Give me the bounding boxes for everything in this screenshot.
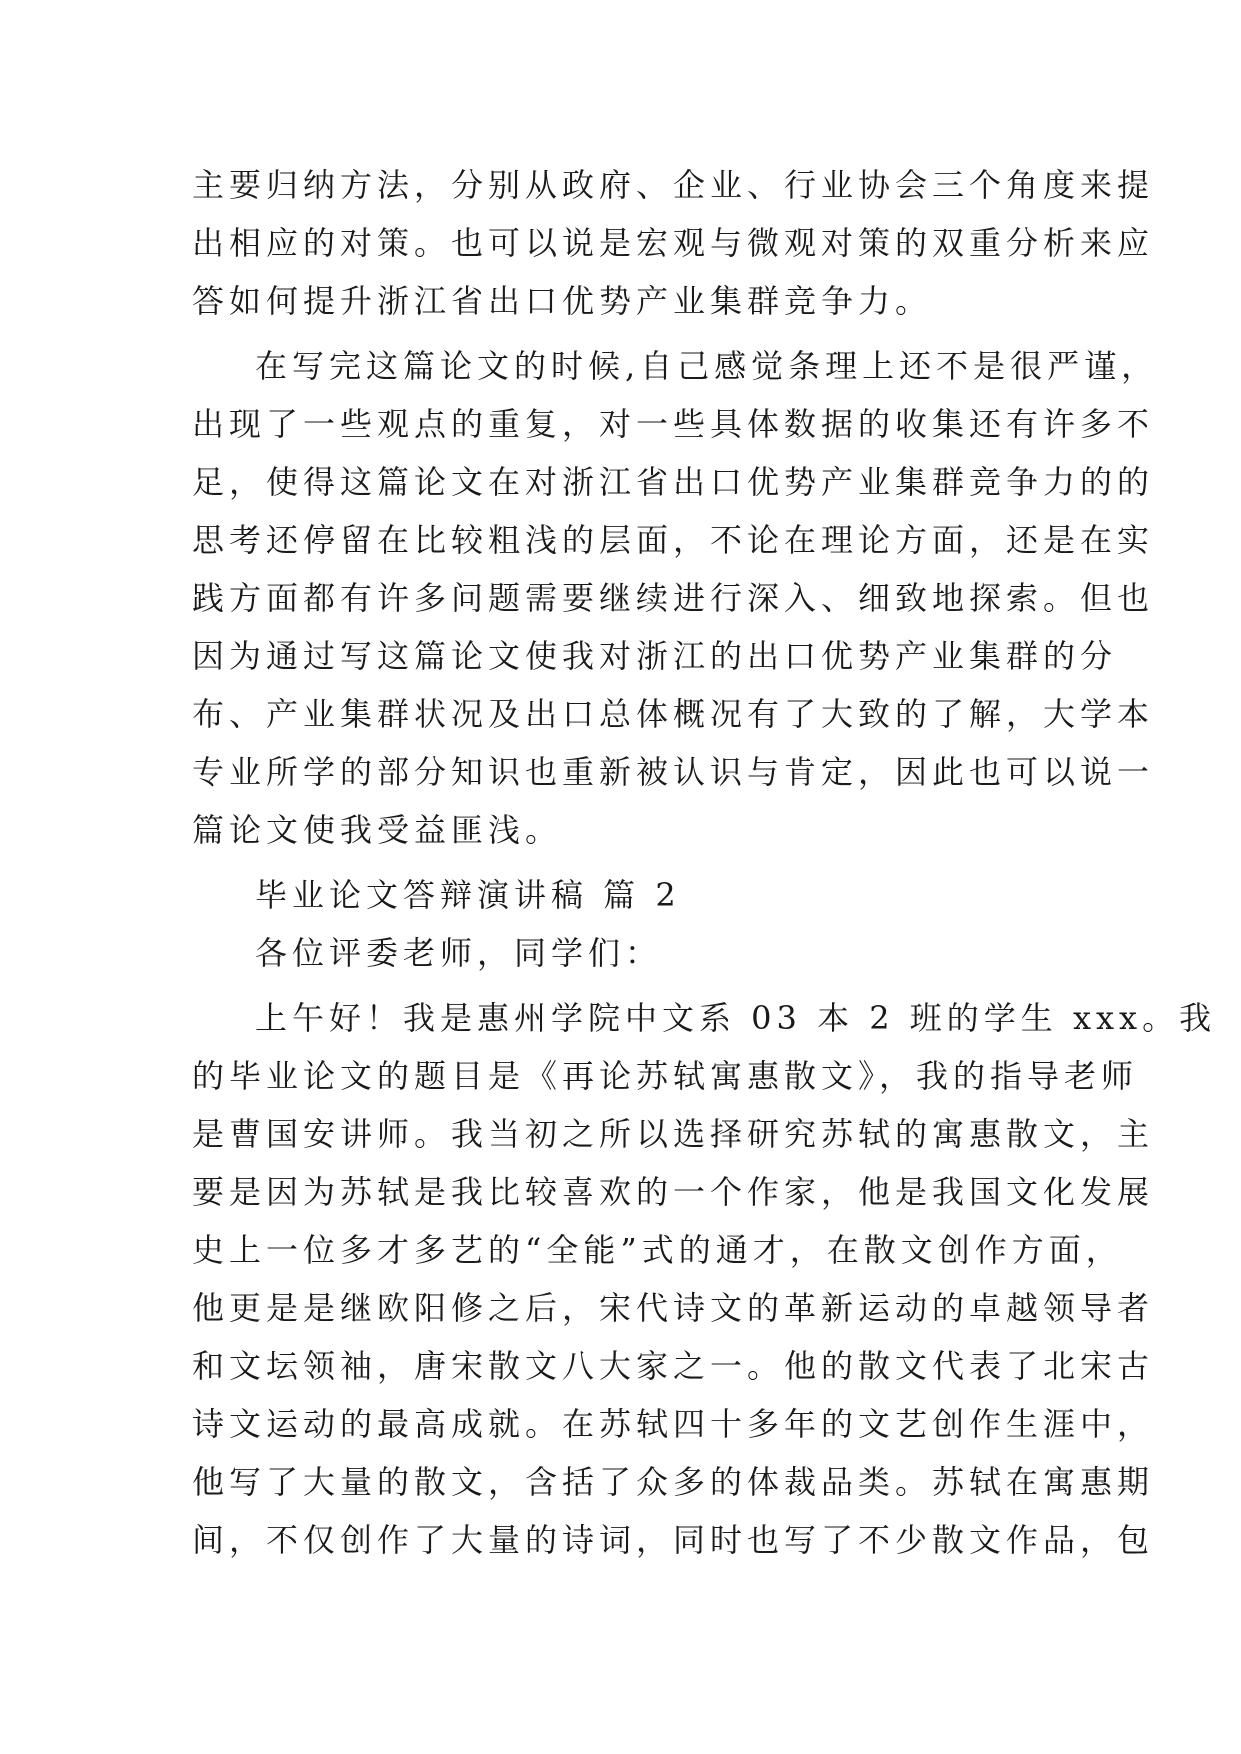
salutation: 各位评委老师，同学们： [255,934,663,972]
text-line: 间，不仅创作了大量的诗词，同时也写了不少散文作品，包 [192,1521,1155,1559]
text-line: 践方面都有许多问题需要继续进行深入、细致地探索。但也 [192,579,1155,617]
text-line: 史上一位多才多艺的“全能”式的通才，在散文创作方面， [192,1231,1123,1269]
text-line: 布、产业集群状况及出口总体概况有了大致的了解，大学本 [192,695,1155,733]
text-line: 要是因为苏轼是我比较喜欢的一个作家，他是我国文化发展 [192,1173,1155,1211]
text-line: 在写完这篇论文的时候,自己感觉条理上还不是很严谨， [255,347,1159,385]
text-line: 主要归纳方法，分别从政府、企业、行业协会三个角度来提 [192,166,1155,204]
text-line: 诗文运动的最高成就。在苏轼四十多年的文艺创作生涯中， [192,1405,1155,1443]
text-line: 上午好！我是惠州学院中文系 03 本 2 班的学生 xxx。我 [255,999,1217,1037]
text-line: 是曹国安讲师。我当初之所以选择研究苏轼的寓惠散文，主 [192,1115,1155,1153]
text-line: 篇论文使我受益匪浅。 [192,811,563,849]
text-line: 他写了大量的散文，含括了众多的体裁品类。苏轼在寓惠期 [192,1463,1155,1501]
text-line: 思考还停留在比较粗浅的层面，不论在理论方面，还是在实 [192,521,1155,559]
body-text [192,156,1217,1569]
text-line: 出现了一些观点的重复，对一些具体数据的收集还有许多不 [192,405,1155,443]
text-line: 他更是是继欧阳修之后，宋代诗文的革新运动的卓越领导者 [192,1289,1155,1327]
text-line: 的毕业论文的题目是《再论苏轼寓惠散文》，我的指导老师 [192,1057,1139,1095]
section-heading: 毕业论文答辩演讲稿 篇 2 [255,876,681,914]
text-line: 答如何提升浙江省出口优势产业集群竞争力。 [192,282,933,320]
text-line: 专业所学的部分知识也重新被认识与肯定，因此也可以说一 [192,753,1155,791]
text-line: 出相应的对策。也可以说是宏观与微观对策的双重分析来应 [192,224,1155,262]
text-line: 因为通过写这篇论文使我对浙江的出口优势产业集群的分 [192,637,1118,675]
text-line: 足，使得这篇论文在对浙江省出口优势产业集群竞争力的的 [192,463,1155,501]
text-line: 和文坛领袖，唐宋散文八大家之一。他的散文代表了北宋古 [192,1347,1155,1385]
